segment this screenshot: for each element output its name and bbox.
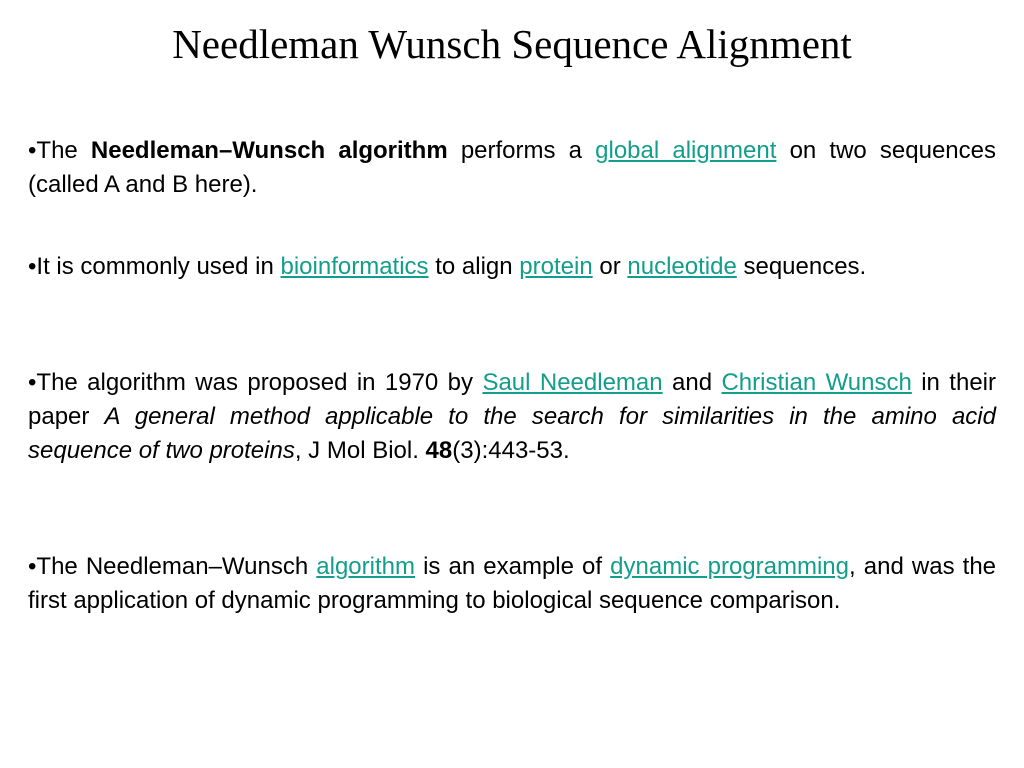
bullet-text: sequences. [736, 253, 867, 280]
bullet-text: performs a [447, 137, 596, 164]
slide-title: Needleman Wunsch Sequence Alignment [172, 21, 852, 67]
paper-title-italic: A general method applicable to the search for similarities in the amino acid sequence of two proteins [28, 403, 996, 464]
link-saul-needleman[interactable]: Saul Needleman [482, 369, 663, 396]
link-protein[interactable]: protein [519, 253, 593, 280]
bullet-text: It is commonly used in [36, 253, 281, 280]
bullet-history [28, 366, 996, 468]
link-algorithm[interactable]: algorithm [316, 553, 415, 580]
bullet-bioinformatics-use [28, 250, 996, 284]
link-nucleotide[interactable]: nucleotide [627, 253, 737, 280]
algorithm-name-bold: Needleman–Wunsch algorithm [90, 137, 448, 164]
bullet-text: The Needleman–Wunsch [36, 553, 317, 580]
bullet-global-alignment [28, 134, 996, 202]
link-global-alignment[interactable]: global alignment [595, 137, 777, 164]
bullet-text: or [592, 253, 628, 280]
journal-volume-bold: 48 [425, 437, 453, 464]
bullet-marker: • [28, 553, 37, 580]
bullet-text: The algorithm was proposed in 1970 by [36, 369, 483, 396]
bullet-marker: • [28, 369, 37, 396]
bullet-marker: • [28, 137, 37, 164]
link-dynamic-programming[interactable]: dynamic programming [610, 553, 850, 580]
link-christian-wunsch[interactable]: Christian Wunsch [721, 369, 912, 396]
bullet-marker: • [28, 253, 37, 280]
link-bioinformatics[interactable]: bioinformatics [280, 253, 429, 280]
bullet-text: is an example of [415, 553, 611, 580]
bullet-text: on two sequences (called A and B here). [28, 137, 996, 198]
bullet-text: and [662, 369, 722, 396]
bullet-text: in their paper [28, 369, 996, 430]
bullet-text: , and was the first application of dynamic programming to biological sequence comparison. [28, 553, 997, 614]
bullet-dynamic-programming [28, 550, 996, 618]
bullet-text: (3):443-53. [452, 437, 570, 464]
bullet-text: , J Mol Biol. [294, 437, 426, 464]
bullet-text: to align [428, 253, 520, 280]
bullet-text: The [36, 137, 91, 164]
